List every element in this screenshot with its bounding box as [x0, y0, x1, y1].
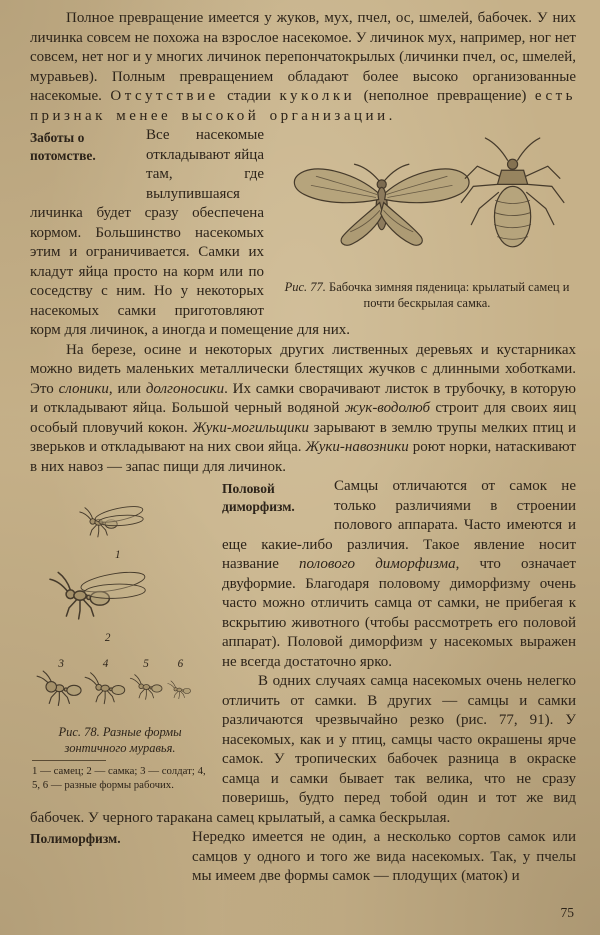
ant-label-2: 2 [104, 631, 111, 644]
ant-forms-illustration [30, 481, 210, 716]
moth-drawing [294, 164, 469, 245]
figure-78-legend: 1 — самец; 2 — самка; 3 — солдат; 4, 5, 6 — разные формы рабочих. [32, 765, 206, 792]
ant-label-5: 5 [143, 658, 149, 671]
margin-note-sexual-dimorphism: Половой диморфизм. [222, 481, 295, 514]
worker-ant-medium-drawing [130, 675, 162, 700]
paragraph-polymorphism-text: Нередко имеется не один, а несколько сортов самок или самцов у одного и того же вида насекомых. Так, у пчелы мы имеем две формы самок — плодущих (маток) и [192, 829, 576, 884]
section-polymorphism [30, 828, 576, 887]
paragraph-weevils-beetles: На березе, осине и некоторых других лиственных деревьях и кустарниках можно видеть маленьких металлически блестящих жучков с длинными хоботками. Это слоники, или долгоносики. Их самки сворачивают листок в трубочку, в которую и откладывают яйца. Большой черный водяной жук-водолюб строит для своих яиц особый пловучий кокон. Жуки-могильщики зарывают в землю трупы мелких птиц и зверьков и откладывают на них свои яйца. Жуки-навозники роют норки, натаскивают в них навоз — запас пищи для личинок. [30, 341, 576, 475]
winged-male-ant-drawing [80, 503, 144, 537]
worker-ant-small-drawing [168, 681, 191, 699]
section-sexual-dimorphism [30, 477, 576, 828]
paragraph-polymorphism [30, 828, 576, 887]
moth-and-wingless-female-illustration [278, 128, 576, 271]
section-offspring-care [30, 126, 576, 477]
wingless-female-drawing [461, 138, 564, 247]
worker-ant-large-drawing [85, 673, 125, 704]
ant-label-3: 3 [58, 658, 64, 671]
margin-note-offspring-care: Заботы о потомстве. [30, 130, 96, 163]
paragraph-dimorphism-text: Самцы отличаются от самок не только различиями в строении полового аппарата. Часто имеются и еще какие-либо различия. Такое явление носит название полового диморфизма, что означает двуформие. Благодаря половому диморфизму очень часто можно отличить самца от самки, не прибегая к вскрытию животного (чтобы рассмотреть его половой аппарат). Половой диморфизм у насекомых выражен не всегда достаточно ярко. [222, 478, 576, 670]
figure-78-caption-block [30, 722, 210, 792]
paragraph-egg-laying-text: Все насекомые откладывают яйца там, где вылупившаяся личинка будет сразу обеспечена кормом. Большинство насекомых этим и ограничивается. Самки их кладут яйца просто на корм или по соседству с ним. Но у некоторых насекомых самки приготовляют корм для личинок, а иногда и помещение для них. [30, 127, 351, 338]
figure-77-caption: Рис. 77. Бабочка зимняя пяденица: крылатый самец и почти бескрылая самка. [284, 280, 570, 311]
soldier-ant-drawing [37, 671, 81, 705]
winged-female-ant-drawing [50, 569, 146, 619]
figure-78 [30, 481, 210, 792]
margin-note-polymorphism: Полиморфизм. [30, 831, 121, 846]
caption-divider [32, 760, 106, 761]
paragraph-complete-metamorphosis: Полное превращение имеется у жуков, мух, пчел, ос, шмелей, бабочек. У них личинка совсем не похожа на взрослое насекомое. У личинок мух, например, ног нет совсем, нет ног и у многих личинок перепончатокрылых (личинки пчел, ос, шмелей, муравьев). Полным превращением обладают более высоко организованные насекомые. Отсутствие стадии куколки (неполное превращение) есть признак менее высокой организации. [30, 10, 576, 124]
page-number: 75 [560, 905, 574, 920]
figure-77 [278, 128, 576, 311]
ant-label-6: 6 [177, 658, 184, 671]
figure-78-caption: Рис. 78. Разные формы зонтичного муравья. [58, 725, 182, 756]
ant-label-1: 1 [114, 548, 121, 561]
ant-label-4: 4 [102, 658, 109, 671]
paragraph-dimorphism-examples: В одних случаях самца насекомых очень нелегко отличить от самки. В других — самцы и самки различаются чрезвычайно резко (рис. 77, 91). У насекомых, как и у птиц, самцы часто окрашены ярче самок. У тропических бабочек разница в окраске самца и самки бывает так велика, что не сразу поверишь, будто перед тобой один и тот же вид бабочек. У черного таракана самец крылатый, а самка бескрылая. [30, 673, 576, 826]
